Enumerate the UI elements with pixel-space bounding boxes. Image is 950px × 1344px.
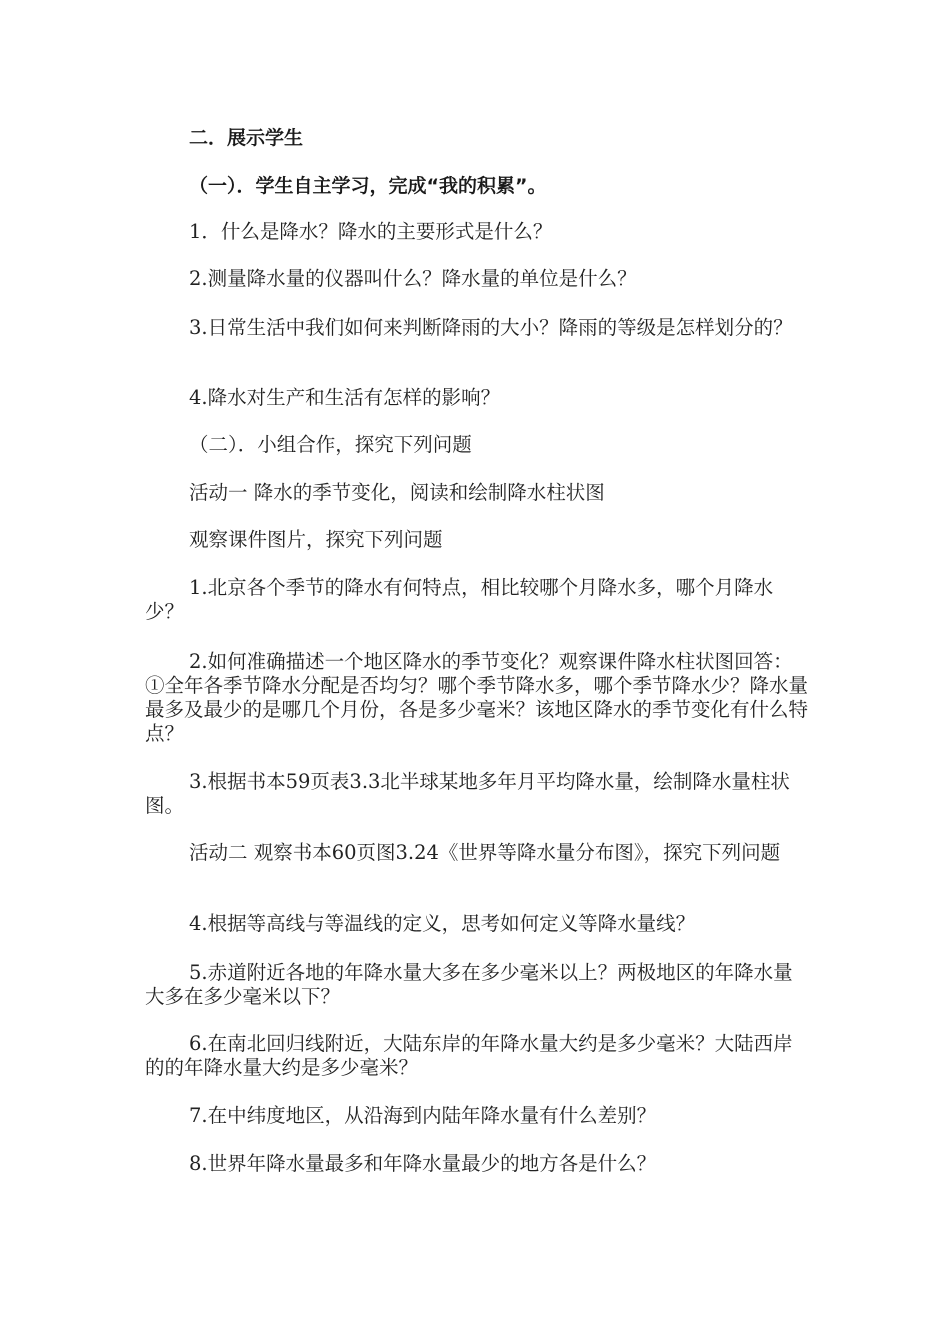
- activity-1-question-3: 3.根据书本59页表3.3北半球某地多年月平均降水量，绘制降水量柱状图。: [145, 770, 790, 817]
- question-2: 2.测量降水量的仪器叫什么？降水量的单位是什么？: [189, 267, 637, 290]
- section-2-title: （二）．小组合作，探究下列问题: [189, 433, 472, 456]
- question-1: 1．什么是降水？降水的主要形式是什么？: [189, 220, 553, 243]
- question-4: 4.降水对生产和生活有怎样的影响？: [189, 386, 501, 409]
- activity-2-question-5: 5.赤道附近各地的年降水量大多在多少毫米以上？两极地区的年降水量大多在多少毫米以下？: [145, 961, 793, 1008]
- observe-text: 观察课件图片，探究下列问题: [189, 528, 443, 551]
- activity-2-question-6: 6.在南北回归线附近，大陆东岸的年降水量大约是多少毫米？大陆西岸的的年降水量大约是多少毫米？: [145, 1032, 793, 1079]
- activity-1-title: 活动一 降水的季节变化，阅读和绘制降水柱状图: [189, 481, 605, 504]
- section-1-title: （一）．学生自主学习，完成“我的积累”。: [189, 175, 547, 197]
- activity-1-question-1: 1.北京各个季节的降水有何特点，相比较哪个月降水多，哪个月降水少？: [145, 576, 774, 623]
- activity-1-question-2: 2.如何准确描述一个地区降水的季节变化？观察课件降水柱状图回答：①全年各季节降水分配是否均匀？哪个季节降水多，哪个季节降水少？降水量最多及最少的是哪几个月份，各是多少毫米？该地区降水的季节变化有什么特点？: [145, 650, 809, 745]
- section-heading: 二．展示学生: [189, 127, 304, 149]
- question-3: 3.日常生活中我们如何来判断降雨的大小？降雨的等级是怎样划分的？: [189, 316, 793, 339]
- activity-2-question-8: 8.世界年降水量最多和年降水量最少的地方各是什么？: [189, 1152, 657, 1175]
- activity-2-question-4: 4.根据等高线与等温线的定义，思考如何定义等降水量线？: [189, 912, 696, 935]
- activity-2-title: 活动二 观察书本60页图3.24《世界等降水量分布图》，探究下列问题: [189, 841, 781, 864]
- activity-2-question-7: 7.在中纬度地区，从沿海到内陆年降水量有什么差别？: [189, 1104, 657, 1127]
